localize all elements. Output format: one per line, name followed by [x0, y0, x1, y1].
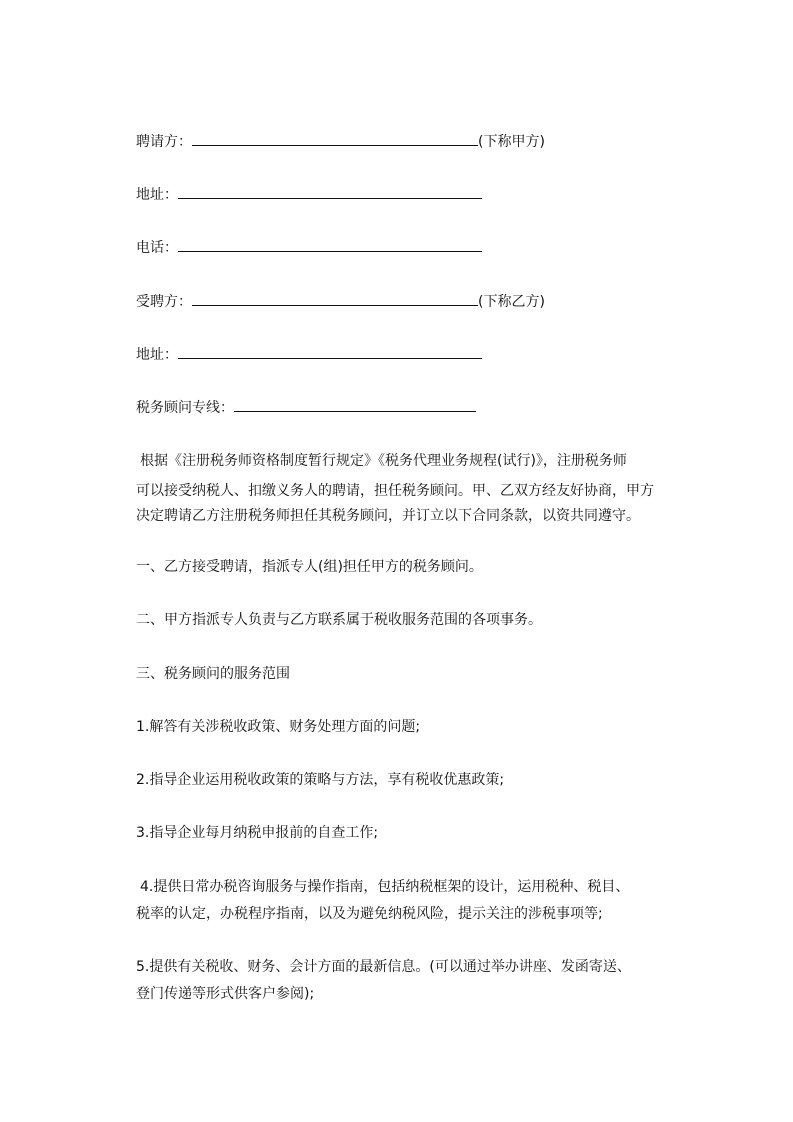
service-item-4-line-2: 税率的认定，办税程序指南，以及为避免纳税风险，提示关注的涉税事项等;: [136, 906, 603, 922]
clause-2: 二、甲方指派专人负责与乙方联系属于税收服务范围的各项事务。: [136, 612, 542, 628]
address1-blank[interactable]: [178, 184, 482, 199]
service-item-5-line-1: 5.提供有关税收、财务、会计方面的最新信息。(可以通过举办讲座、发函寄送、: [136, 959, 631, 975]
employer-label: 聘请方：: [136, 134, 192, 150]
service-item-2: 2.指导企业运用税收政策的策略与方法，享有税收优惠政策;: [136, 772, 505, 788]
employee-label: 受聘方：: [136, 294, 192, 310]
address2-label: 地址：: [136, 347, 178, 363]
address1-field: [136, 184, 482, 205]
intro-line-2: 可以接受纳税人、扣缴义务人的聘请，担任税务顾问。甲、乙双方经友好协商，甲方: [136, 483, 654, 499]
intro-line-3: 决定聘请乙方注册税务师担任其税务顾问，并订立以下合同条款，以资共同遵守。: [136, 508, 640, 524]
intro-line-1: 根据《注册税务师资格制度暂行规定》《税务代理业务规程(试行)》，注册税务师: [140, 453, 627, 469]
address2-blank[interactable]: [178, 344, 482, 359]
hotline-blank[interactable]: [234, 397, 476, 412]
service-item-4-line-1: 4.提供日常办税咨询服务与操作指南，包括纳税框架的设计，运用税种、税目、: [140, 879, 630, 895]
employer-suffix: (下称甲方): [478, 134, 545, 150]
hotline-label: 税务顾问专线：: [136, 400, 234, 416]
service-item-3: 3.指导企业每月纳税申报前的自查工作;: [136, 825, 379, 841]
address2-field: [136, 344, 482, 365]
employer-field: [136, 131, 545, 152]
service-item-1: 1.解答有关涉税收政策、财务处理方面的问题;: [136, 719, 421, 735]
employee-suffix: (下称乙方): [478, 294, 545, 310]
employee-field: [136, 291, 545, 312]
clause-3: 三、税务顾问的服务范围: [136, 666, 290, 682]
employee-blank[interactable]: [192, 291, 478, 306]
phone-label: 电话：: [136, 240, 178, 256]
service-item-5-line-2: 登门传递等形式供客户参阅);: [136, 986, 315, 1002]
phone-blank[interactable]: [178, 237, 482, 252]
hotline-field: [136, 397, 476, 418]
employer-blank[interactable]: [192, 131, 478, 146]
phone-field: [136, 237, 482, 258]
address1-label: 地址：: [136, 187, 178, 203]
clause-1: 一、乙方接受聘请，指派专人(组)担任甲方的税务顾问。: [136, 559, 483, 575]
